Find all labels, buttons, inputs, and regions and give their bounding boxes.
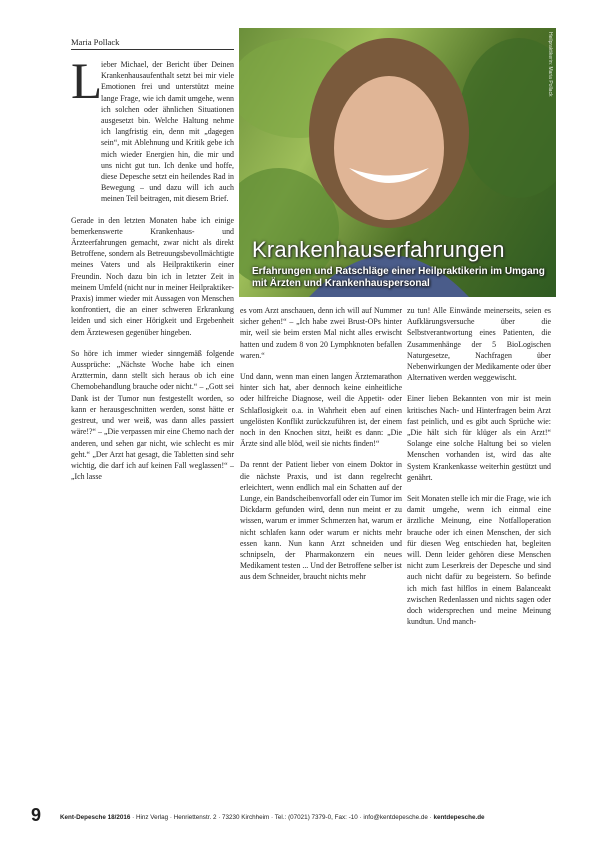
- paragraph: Da rennt der Patient lieber von einem Doktor in die nächste Praxis, und ist dann regelrecht erleichtert, wenn endlich mal ein Schatten auf der Lunge, ein Bandscheibenvorfall oder ein Tumor im Dickdarm gefunden wird, denn nun meint er zu wissen, warum er immer Schmerzen hat, warum er nicht schlafen kann oder warum er nichts mehr essen kann. Nun kann Arzt schneiden und schnipseln, der Pharmakonzern ein neues Medikament testen ... Und der Betroffene selber ist aus dem Schneider, braucht nichts mehr: [240, 460, 402, 582]
- drop-cap: L: [71, 54, 103, 110]
- paragraph: Gerade in den letzten Monaten habe ich einige bemerkenswerte Krankenhaus- und Ärzteerfahrungen gemacht, zwar nicht als direkt Betroffene, sondern als Betreuungsbevollmächtigte meines Vaters und als Heilpraktikerin einer Freundin. Noch dazu bin ich in letzter Zeit in meinem Umfeld (nicht nur in meiner Heilpraktiker-Praxis) immer wieder mit Aussagen von Menschen konfrontiert, die an einer schweren Erkrankung leiden und sich einer Hörigkeit und Ergebenheit dem Ärztewesen gegenüber hingeben.: [71, 215, 234, 337]
- article-photo: [239, 28, 556, 297]
- author-rule: [71, 49, 234, 50]
- publication-name: Kent-Depesche 18/2016: [60, 814, 131, 821]
- paragraph: Und dann, wenn man einen langen Ärztemarathon hinter sich hat, aber dennoch keine einheitliche oder hilfreiche Diagnose, weil die Appetit- oder Schlaflosigkeit o.a. in Wahrheit eben auf einen ungelösten Konflikt zurückzuführen ist, der einem noch in den Knochen sitzt, heißt es dann: „Die Ärzte sind alle blöd, weil sie nichts finden!“: [240, 372, 402, 449]
- column-1: [71, 54, 234, 492]
- publisher-details: · Hinz Verlag · Henriettenstr. 2 · 73230 Kirchheim · Tel.: (07021) 7379-0, Fax: -10 · info@kentdepesche.de ·: [130, 814, 434, 821]
- article-subtitle: Erfahrungen und Ratschläge einer Heilpraktikerin im Umgang mit Ärzten und Krankenhauspersonal: [252, 266, 545, 289]
- photo-credit: Heilpraktikerin: Maria Pollack: [547, 32, 553, 97]
- paragraph: ieber Michael, der Bericht über Deinen Krankenhausaufenthalt setzt bei mir viele Emotionen frei und unterstützt meine lange Frage, wie ich damit umgehe, wenn ich solchen oder ähnlichen Situationen ausgesetzt bin. Welche Haltung nehme ich langfristig ein, denn mit „dagegen sein“, mit Ablehnung und Kritik gebe ich mich wieder Energien hin, die mir und uns nicht gut tun. Ich denke und hoffe, diese Depesche setzt ein heilendes Rad in Bewegung – und dazu will ich auch meinen Teil beitragen, mit diesem Brief.: [101, 60, 234, 204]
- column-2: [240, 305, 402, 593]
- footer: [60, 814, 550, 821]
- paragraph: So höre ich immer wieder sinngemäß folgende Aussprüche: „Nächste Woche habe ich einen Arzttermin, dann stellt sich heraus ob ich eine Chemobehandlung brauche oder nicht.“ – „Gott sei Dank ist der Tumor nun festgestellt worden, so kann er herausgeschnitten werden, sonst hätte er gestreut, und wer weiß, was dann alles passiert wäre!?“ – „Die verpassen mir eine Chemo nach der anderen, und sehen gar nicht, wie schlecht es mir geht.“ „Der Arzt hat gesagt, die Tabletten sind sehr wichtig, die darf ich auf keinen Fall weglassen!“ – „Ich lasse: [71, 348, 234, 482]
- paragraph: es vom Arzt anschauen, denn ich will auf Nummer sicher gehen!“ – „Ich habe zwei Brust-OPs hinter mir, weil sie beim ersten Mal nicht alles erwischt hatten und zudem 8 von 20 Lymphknoten befallen waren.“: [240, 306, 402, 360]
- page-number: 9: [31, 805, 42, 825]
- paragraph: zu tun! Alle Einwände meinerseits, seien es Aufklärungsversuche über die Selbstverantwortung eines Patienten, die Zusammenhänge der 5 BioLogischen Naturgesetze, Nachfragen über Nebenwirkungen der Medikamente oder über Alternativen werden weggewischt.: [407, 306, 551, 383]
- paragraph: Einer lieben Bekannten von mir ist mein kritisches Nach- und Hinterfragen beim Arzt fast peinlich, und es gibt auch Sprüche wie: „Die hält sich für klüger als ein Arzt!“ Solange eine solche Haltung bei so vielen Menschen vorhanden ist, wird das alte System Krankenkasse weiterhin gestützt und genährt.: [407, 394, 551, 482]
- website-link[interactable]: kentdepesche.de: [433, 814, 485, 821]
- column-3: [407, 305, 551, 637]
- paragraph: Seit Monaten stelle ich mir die Frage, wie ich damit umgehe, wenn ich einmal eine ärztliche Meinung, eine Notfalloperation brauche oder ich einen Menschen, der sich für diesen Weg entschieden hat, begleiten will. Denn leider gehören diese Menschen nicht zum Leserkreis der Depesche und sind auch nicht dafür zu begeistern. So befinde ich mich fast hilflos in einem Balanceakt zwischen Redenlassen und nichts sagen oder doch widersprechen und meine Meinung kundtun. Und manch-: [407, 494, 551, 627]
- author-name: Maria Pollack: [71, 37, 120, 47]
- article-title: Krankenhauserfahrungen: [252, 237, 505, 262]
